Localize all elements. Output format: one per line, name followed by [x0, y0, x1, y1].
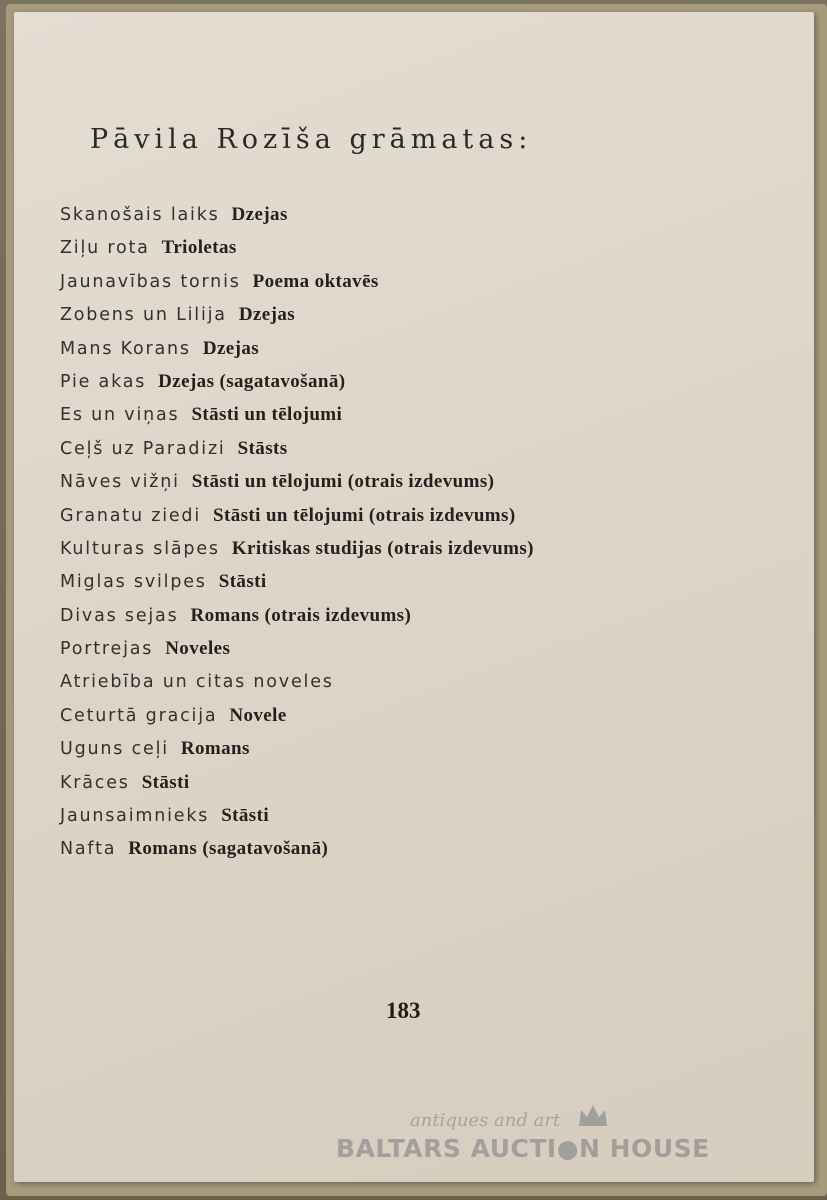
- book-genre: Romans (sagatavošanā): [128, 838, 329, 860]
- book-title: Es un viņas: [60, 405, 180, 426]
- book-genre: Romans (otrais izdevums): [190, 604, 412, 626]
- list-item: [60, 298, 534, 331]
- book-title: Granatu ziedi: [60, 505, 201, 526]
- book-genre: Dzejas: [202, 337, 260, 359]
- book-genre: Trioletas: [161, 237, 237, 259]
- list-item: [60, 732, 534, 765]
- book-genre: Dzejas: [231, 204, 288, 225]
- list-item: [60, 532, 534, 565]
- list-item: [60, 398, 534, 431]
- book-title: Portrejas: [60, 639, 154, 660]
- page-title: Pāvila Rozīša grāmatas:: [90, 124, 533, 155]
- book-title: Ceļš uz Paradizi: [60, 438, 226, 459]
- watermark-name: BALTARS AUCTI●N HOUSE: [336, 1134, 710, 1163]
- book-genre: Poema oktavēs: [252, 270, 379, 292]
- list-item: [60, 766, 534, 799]
- book-genre: Stāsts: [237, 437, 288, 459]
- book-title: Zobens un Lilija: [60, 305, 227, 326]
- book-genre: Stāsti: [141, 771, 190, 793]
- book-genre: Noveles: [165, 638, 231, 660]
- list-item: [60, 799, 534, 832]
- crown-icon: [576, 1102, 610, 1130]
- list-item: [60, 632, 534, 665]
- book-title: Miglas svilpes: [60, 572, 207, 593]
- book-title: Nāves vižņi: [60, 472, 180, 493]
- book-title: Krāces: [60, 772, 130, 793]
- book-list: [60, 198, 534, 866]
- list-item: [60, 231, 534, 264]
- list-item: [60, 499, 534, 532]
- book-title: Pie akas: [60, 371, 147, 392]
- book-title: Divas sejas: [60, 605, 179, 626]
- page-number: 183: [386, 998, 421, 1023]
- book-genre: Dzejas (sagatavošanā): [158, 370, 346, 392]
- book-title: Ceturtā gracija: [60, 705, 218, 726]
- book-title: Nafta: [60, 839, 117, 860]
- watermark-tagline: antiques and art: [410, 1110, 561, 1131]
- book-title: Jaunavības tornis: [60, 271, 241, 292]
- list-item: [60, 365, 534, 398]
- book-title: Jaunsaimnieks: [60, 806, 210, 827]
- book-title: Atriebība un citas noveles: [60, 672, 334, 693]
- book-genre: Stāsti: [221, 805, 269, 827]
- book-genre: Novele: [229, 704, 287, 726]
- list-item: [60, 565, 534, 598]
- list-item: [60, 599, 534, 632]
- list-item: [60, 265, 534, 298]
- list-item: [60, 699, 534, 732]
- book-title: Kulturas slāpes: [60, 538, 220, 559]
- book-title: Uguns ceļi: [60, 739, 169, 760]
- book-genre: Stāsti un tēlojumi (otrais izdevums): [213, 504, 516, 526]
- book-title: Skanošais laiks: [60, 205, 220, 225]
- book-genre: Stāsti un tēlojumi (otrais izdevums): [191, 471, 495, 493]
- list-item: [60, 832, 534, 865]
- list-item: [60, 332, 534, 365]
- book-genre: Stāsti: [218, 571, 267, 593]
- book-genre: Romans: [180, 738, 250, 760]
- list-item: [60, 665, 534, 698]
- auction-watermark: [336, 1110, 756, 1170]
- book-title: Mans Korans: [60, 338, 191, 359]
- book-genre: Dzejas: [238, 304, 296, 326]
- list-item: [60, 465, 534, 498]
- list-item: [60, 198, 534, 231]
- book-genre: Kritiskas studijas (otrais izdevums): [231, 537, 534, 559]
- list-item: [60, 432, 534, 465]
- book-page: [14, 12, 814, 1182]
- book-title: Ziļu rota: [60, 238, 150, 259]
- book-genre: Stāsti un tēlojumi: [191, 404, 343, 426]
